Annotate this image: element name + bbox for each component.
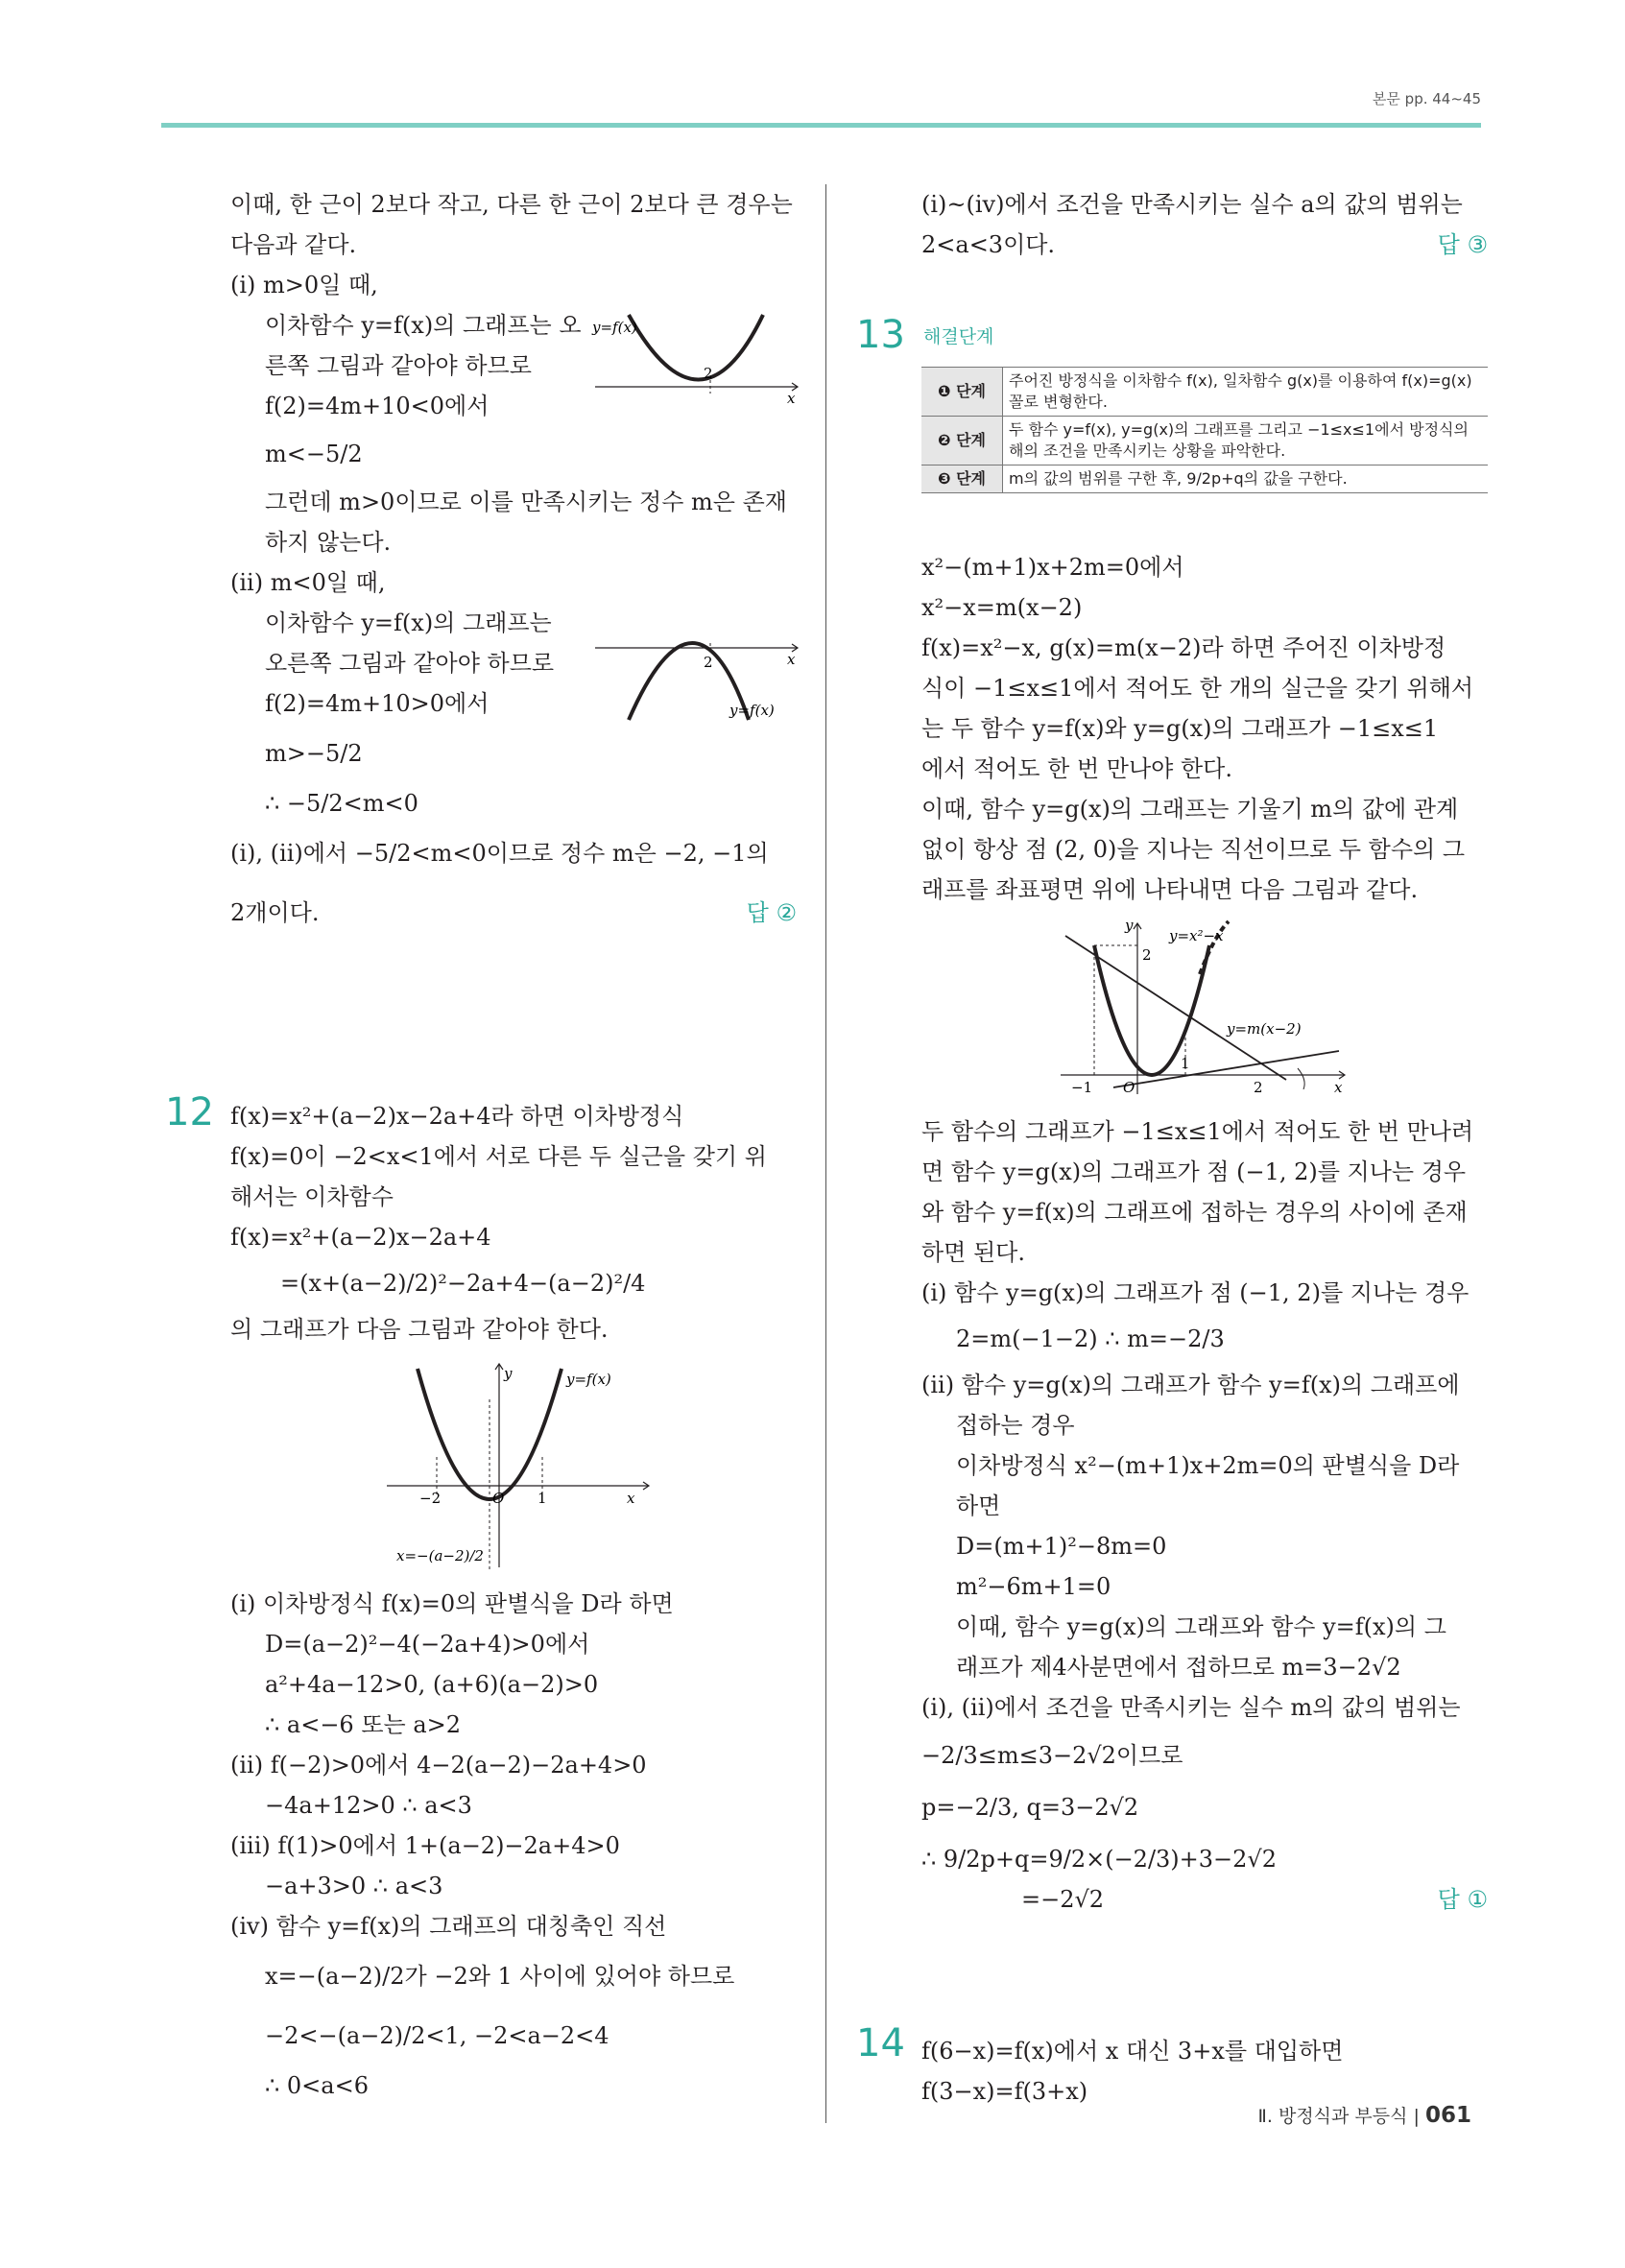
graph-label-two-y: 2 <box>1142 946 1152 964</box>
graph-label-x: x <box>1334 1079 1343 1096</box>
problem-14-block <box>921 2031 1488 2112</box>
text-line: f(2)=4m+10>0에서 <box>265 690 490 717</box>
problem-13-block <box>921 547 1488 910</box>
graph-label-origin: O <box>492 1490 505 1507</box>
text-line: 의 그래프가 다음 그림과 같아야 한다. <box>230 1316 609 1343</box>
text-line: ∴ 0<a<6 <box>265 2072 369 2099</box>
step-row <box>921 417 1488 466</box>
text-line: 에서 적어도 한 번 만나야 한다. <box>921 755 1232 782</box>
graph-downward-parabola <box>590 614 801 729</box>
parabola-curve <box>629 315 763 380</box>
text-line: D=(m+1)²−8m=0 <box>956 1533 1167 1560</box>
text-line: 이때, 함수 y=g(x)의 그래프는 기울기 m의 값에 관계 <box>921 796 1459 823</box>
text-line: 그런데 m>0이므로 이를 만족시키는 정수 m은 존재 <box>265 489 787 515</box>
text-line: ∴ a<−6 또는 a>2 <box>265 1711 462 1738</box>
text-line: f(x)=x²+(a−2)x−2a+4라 하면 이차방정식 <box>230 1103 684 1130</box>
text-line: 해서는 이차함수 <box>230 1183 394 1210</box>
text-line: (i) 함수 y=g(x)의 그래프가 점 (−1, 2)를 지나는 경우 <box>921 1279 1470 1306</box>
graph-problem-13 <box>1056 917 1363 1104</box>
graph-label-x: x <box>627 1490 635 1507</box>
graph-label-origin: O <box>1123 1079 1135 1096</box>
problem-number-13: 13 <box>856 313 905 357</box>
text-line: m>−5/2 <box>265 740 363 767</box>
left-top-block <box>230 184 797 933</box>
text-span: 2개이다. <box>230 899 320 926</box>
text-line: (i), (ii)에서 조건을 만족시키는 실수 m의 값의 범위는 <box>921 1694 1461 1721</box>
text-line: 이차함수 y=f(x)의 그래프는 <box>265 609 552 636</box>
graph-upward-parabola <box>590 305 801 420</box>
step-text: 주어진 방정식을 이차함수 f(x), 일차함수 g(x)를 이용하여 f(x)=g(x) 꼴로 변형한다. <box>1003 368 1489 417</box>
problem-number-12: 12 <box>165 1090 214 1134</box>
text-line: 하지 않는다. <box>265 529 392 556</box>
text-line: 접하는 경우 <box>956 1412 1075 1439</box>
text-line: f(6−x)=f(x)에서 x 대신 3+x를 대입하면 <box>921 2038 1344 2065</box>
text-line: (iv) 함수 y=f(x)의 그래프의 대칭축인 직선 <box>230 1913 667 1940</box>
graph-label-y: y <box>504 1365 513 1382</box>
graph-label-axis: x=−(a−2)/2 <box>396 1547 484 1564</box>
text-line: f(x)=x²+(a−2)x−2a+4 <box>230 1224 491 1251</box>
step-row <box>921 368 1488 417</box>
text-line: 식이 −1≤x≤1에서 적어도 한 개의 실근을 갖기 위해서 <box>921 675 1474 702</box>
text-line: (ii) m<0일 때, <box>230 569 386 596</box>
problem-12-block <box>230 1096 797 1349</box>
graph-label-fx: y=f(x) <box>566 1371 611 1388</box>
text-line: 이차함수 y=f(x)의 그래프는 오 <box>265 312 582 339</box>
text-line: =(x+(a−2)/2)²−2a+4−(a−2)²/4 <box>280 1270 646 1297</box>
step-label: ❸ 단계 <box>921 466 1003 493</box>
text-line: (ii) 함수 y=g(x)의 그래프가 함수 y=f(x)의 그래프에 <box>921 1372 1460 1398</box>
text-line: f(x)=x²−x, g(x)=m(x−2)라 하면 주어진 이차방정 <box>921 634 1446 661</box>
text-line: −4a+12>0 ∴ a<3 <box>265 1792 472 1819</box>
graph-label-minus1: −1 <box>1071 1079 1093 1096</box>
graph-label-minus2: −2 <box>419 1490 442 1507</box>
steps-table <box>921 367 1488 493</box>
text-line <box>921 1879 1488 1920</box>
graph-label-x: x <box>787 651 796 668</box>
text-line: a²+4a−12>0, (a+6)(a−2)>0 <box>265 1671 599 1698</box>
graph-label-one: 1 <box>1181 1055 1190 1072</box>
text-line: f(3−x)=f(3+x) <box>921 2078 1088 2105</box>
text-line: ∴ −5/2<m<0 <box>265 790 418 817</box>
text-line: (i)~(iv)에서 조건을 만족시키는 실수 a의 값의 범위는 <box>921 191 1463 218</box>
step-text: 두 함수 y=f(x), y=g(x)의 그래프를 그리고 −1≤x≤1에서 방정식의 해의 조건을 만족시키는 상황을 파악한다. <box>1003 417 1489 466</box>
text-line: (i) 이차방정식 f(x)=0의 판별식을 D라 하면 <box>230 1590 674 1617</box>
text-line: x²−(m+1)x+2m=0에서 <box>921 554 1184 581</box>
text-span: =−2√2 <box>1021 1886 1105 1913</box>
text-line: −2<−(a−2)/2<1, −2<a−2<4 <box>265 2022 609 2049</box>
text-line: 두 함수의 그래프가 −1≤x≤1에서 적어도 한 번 만나려 <box>921 1118 1474 1145</box>
text-line <box>230 893 797 933</box>
page-reference: 본문 pp. 44~45 <box>1372 90 1481 107</box>
graph-label-y: y <box>1125 917 1134 934</box>
answer-label: 답 ③ <box>1437 231 1488 258</box>
column-divider <box>825 184 826 2123</box>
text-line: 다음과 같다. <box>230 231 357 258</box>
text-line: p=−2/3, q=3−2√2 <box>921 1794 1139 1821</box>
page-footer <box>1258 2102 1471 2128</box>
right-top-block <box>921 184 1488 265</box>
graph-label-fx: y=f(x) <box>592 319 637 336</box>
header-rule <box>161 123 1481 128</box>
text-line: (i) m>0일 때, <box>230 272 378 298</box>
text-line: m²−6m+1=0 <box>956 1573 1111 1600</box>
graph-label-x: x <box>787 390 796 407</box>
text-line: m<−5/2 <box>265 441 363 467</box>
line-g-through-point <box>1065 936 1286 1080</box>
graph-label-two: 2 <box>1254 1079 1263 1096</box>
text-line: 는 두 함수 y=f(x)와 y=g(x)의 그래프가 −1≤x≤1 <box>921 715 1439 742</box>
answer-label: 답 ① <box>1437 1886 1488 1913</box>
text-line <box>921 225 1488 265</box>
graph-label-fx: y=x²−x <box>1169 927 1224 944</box>
text-line: x=−(a−2)/2가 −2와 1 사이에 있어야 하므로 <box>265 1963 735 1990</box>
page-number: 061 <box>1424 2103 1471 2128</box>
text-line: f(2)=4m+10<0에서 <box>265 393 490 419</box>
problem-13-solution <box>921 1111 1488 1920</box>
problem-number-14: 14 <box>856 2021 905 2065</box>
step-text: m의 값의 범위를 구한 후, 9/2p+q의 값을 구한다. <box>1003 466 1489 493</box>
text-line: 하면 된다. <box>921 1239 1025 1266</box>
steps-title: 해결단계 <box>923 326 994 347</box>
graph-label-gx: y=m(x−2) <box>1227 1020 1302 1038</box>
step-label: ❶ 단계 <box>921 368 1003 417</box>
text-line: ∴ 9/2p+q=9/2×(−2/3)+3−2√2 <box>921 1846 1277 1873</box>
text-line: 없이 항상 점 (2, 0)을 지나는 직선이므로 두 함수의 그 <box>921 836 1466 863</box>
text-line: −a+3>0 ∴ a<3 <box>265 1873 443 1899</box>
text-line: (i), (ii)에서 −5/2<m<0이므로 정수 m은 −2, −1의 <box>230 840 769 867</box>
line-g-tangent <box>1113 1051 1339 1087</box>
text-line: 하면 <box>956 1492 1001 1519</box>
text-line: f(x)=0이 −2<x<1에서 서로 다른 두 실근을 갖기 위 <box>230 1143 767 1170</box>
text-line: 래프가 제4사분면에서 접하므로 m=3−2√2 <box>956 1654 1401 1681</box>
text-line: 이때, 한 근이 2보다 작고, 다른 한 근이 2보다 큰 경우는 <box>230 191 793 218</box>
problem-12-cases <box>230 1584 797 2106</box>
answer-label: 답 ② <box>746 899 797 926</box>
text-line: (iii) f(1)>0에서 1+(a−2)−2a+4>0 <box>230 1832 620 1859</box>
text-line: −2/3≤m≤3−2√2이므로 <box>921 1742 1183 1769</box>
text-line: 른쪽 그림과 같아야 하므로 <box>265 352 532 379</box>
text-line: 와 함수 y=f(x)의 그래프에 접하는 경우의 사이에 존재 <box>921 1199 1468 1226</box>
graph-label-two: 2 <box>704 365 713 382</box>
text-line: 2=m(−1−2) ∴ m=−2/3 <box>956 1325 1225 1352</box>
text-line: (ii) f(−2)>0에서 4−2(a−2)−2a+4>0 <box>230 1752 647 1779</box>
graph-label-one: 1 <box>538 1490 547 1507</box>
text-line: 이때, 함수 y=g(x)의 그래프와 함수 y=f(x)의 그 <box>956 1613 1446 1640</box>
text-span: 2<a<3이다. <box>921 231 1056 258</box>
step-label: ❷ 단계 <box>921 417 1003 466</box>
text-line: 이차방정식 x²−(m+1)x+2m=0의 판별식을 D라 <box>956 1452 1460 1479</box>
graph-problem-12 <box>379 1361 657 1577</box>
graph-label-fx: y=f(x) <box>729 702 775 719</box>
text-line: 래프를 좌표평면 위에 나타내면 다음 그림과 같다. <box>921 876 1419 903</box>
chapter-title: Ⅱ. 방정식과 부등식 | <box>1257 2106 1420 2127</box>
text-line: x²−x=m(x−2) <box>921 594 1083 621</box>
step-row <box>921 466 1488 493</box>
text-line: 면 함수 y=g(x)의 그래프가 점 (−1, 2)를 지나는 경우 <box>921 1158 1467 1185</box>
graph-label-two: 2 <box>704 654 713 671</box>
text-line: D=(a−2)²−4(−2a+4)>0에서 <box>265 1631 590 1658</box>
text-line: 오른쪽 그림과 같아야 하므로 <box>265 650 555 677</box>
